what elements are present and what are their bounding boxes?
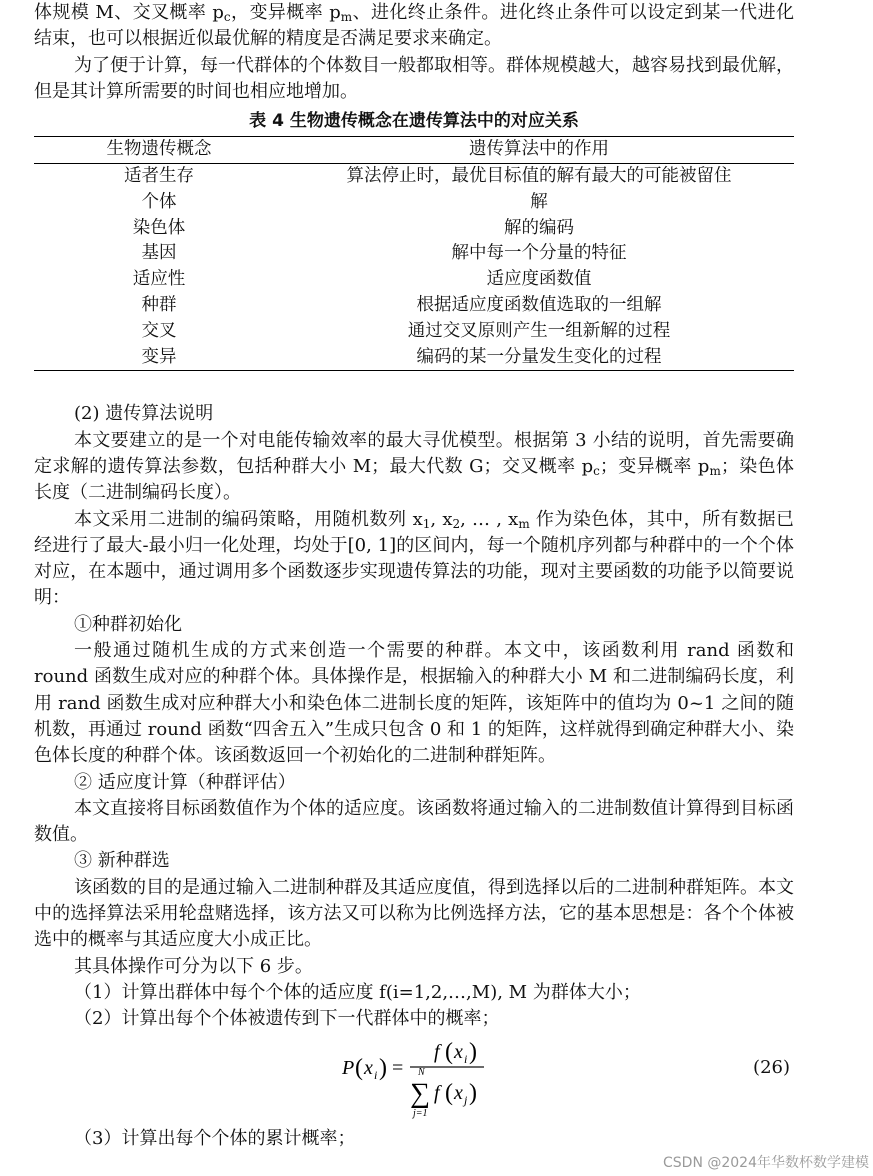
table-cell: 变异 — [141, 346, 177, 367]
paper-page — [34, 0, 794, 1153]
table-row — [34, 163, 794, 189]
table-cell: 编码的某一分量发生变化的过程 — [416, 346, 662, 367]
section-paragraph-2: 本文采用二进制的编码策略，用随机数列 $x_1$, $x_2$, … , $x_m$ 作为染色体，其中，所有数据已经进行了最大-最小归一化处理，均处于[0, 1]的区间内，每一个随机序列都与种群中的一个个体对应，在本题中，通过调用多个函数逐步实现遗传算法的功能，现对主要函数的功能予以简要说明： — [34, 508, 794, 609]
eq-num-x: x — [454, 1041, 463, 1064]
eq-paren: ) — [469, 1080, 477, 1107]
equation-number: (26) — [753, 1057, 790, 1079]
table-cell: 染色体 — [132, 217, 186, 238]
concept-table — [34, 136, 794, 371]
table-cell: 个体 — [141, 191, 177, 212]
selection-paragraph: 该函数的目的是通过输入二进制种群及其适应度值，得到选择以后的二进制种群矩阵。本文中的选择算法采用轮盘赌选择，该方法又可以称为比例选择方法，它的基本思想是：各个个体被选中的概率与其适应度大小成正比。 — [34, 876, 794, 951]
table-cell: 适应度函数值 — [486, 269, 592, 290]
init-heading: ①种群初始化 — [74, 613, 182, 635]
table-cell: 解中每一个分量的特征 — [451, 243, 627, 264]
eq-paren: ) — [379, 1055, 387, 1082]
table-cell: 算法停止时，最优目标值的解有最大的可能被留住 — [346, 165, 732, 186]
header-bio-concept: 生物遗传概念 — [106, 139, 212, 160]
table-row — [34, 319, 794, 345]
eq-paren: ) — [469, 1039, 477, 1066]
table-cell: 种群 — [141, 294, 177, 315]
steps-intro: 其具体操作可分为以下 6 步。 — [74, 955, 313, 977]
section-heading: (2) 遗传算法说明 — [74, 403, 214, 425]
table-cell: 根据适应度函数值选取的一组解 — [416, 294, 662, 315]
sigma-icon: ∑ — [410, 1078, 430, 1110]
eq-lhs-sub-i: i — [374, 1068, 378, 1083]
eq-lhs-x: x — [364, 1057, 373, 1080]
table-row — [34, 241, 794, 267]
eq-paren: ( — [355, 1055, 363, 1082]
table-cell: 基因 — [141, 243, 177, 264]
selection-heading: ③ 新种群选 — [74, 850, 170, 872]
step-3: （3）计算出每个个体的累计概率； — [74, 1128, 356, 1150]
table-cell: 适应性 — [132, 269, 186, 290]
watermark: CSDN @2024年华数杯数学建模 — [663, 1155, 869, 1171]
eq-num-sub-i: i — [464, 1052, 468, 1067]
table-header-row — [34, 137, 794, 164]
table-cell: 交叉 — [141, 320, 177, 341]
eq-num-f: f — [434, 1041, 440, 1064]
eq-paren: ( — [445, 1080, 453, 1107]
table-caption: 表 4 生物遗传概念在遗传算法中的对应关系 — [249, 111, 579, 132]
section-paragraph-1: 本文要建立的是一个对电能传输效率的最大寻优模型。根据第 3 小结的说明，首先需要确定求解的遗传算法参数，包括种群大小 M；最大代数 G；交叉概率 $p_c$；变异概率 $p_m$；染色体长度（二进制编码长度）。 — [34, 429, 795, 504]
eq-sum-lower: j=1 — [413, 1108, 428, 1120]
fitness-heading: ② 适应度计算（种群评估） — [74, 771, 296, 793]
fitness-paragraph: 本文直接将目标函数值作为个体的适应度。该函数将通过输入的二进制数值计算得到目标函数值。 — [34, 797, 794, 846]
intro-paragraph-2: 为了便于计算，每一代群体的个体数目一般都取相等。群体规模越大，越容易找到最优解，但是其计算所需要的时间也相应地增加。 — [34, 54, 794, 102]
eq-den-f: f — [434, 1082, 440, 1105]
eq-equals: = — [392, 1057, 404, 1080]
step-2: （2）计算出每个个体被遗传到下一代群体中的概率； — [74, 1008, 500, 1030]
table-row — [34, 190, 794, 216]
table-cell: 适者生存 — [124, 165, 194, 186]
eq-paren: ( — [445, 1039, 453, 1066]
intro-paragraph-1: 体规模 M、交叉概率 $p_c$，变异概率 $p_m$、进化终止条件。进化终止条件可以设定到某一代进化结束，也可以根据近似最优解的精度是否满足要求来确定。 — [34, 2, 794, 50]
table-row — [34, 267, 794, 293]
table-row — [34, 216, 794, 242]
eq-den-x: x — [454, 1082, 463, 1105]
init-paragraph: 一般通过随机生成的方式来创造一个需要的种群。本文中，该函数利用 rand 函数和 round 函数生成对应的种群个体。具体操作是，根据输入的种群大小 M 和二进制编码长度，利用 rand 函数生成对应种群大小和染色体二进制长度的矩阵，该矩阵中的值均为 0~1 之间的随机数，再通过 round 函数“四舍五入”生成只包含 0 和 1 的矩阵，这样就得到确定种群大小、染色体长度的种群个体。该函数返回一个初始化的二进制种群矩阵。 — [34, 640, 794, 767]
table-row — [34, 293, 794, 319]
table-cell: 解的编码 — [504, 217, 574, 238]
table-cell: 解 — [530, 191, 548, 212]
table-cell: 通过交叉原则产生一组新解的过程 — [407, 320, 671, 341]
equation-26 — [34, 1034, 794, 1126]
step-1: （1）计算出群体中每个个体的适应度 f(i=1,2,…,M), M 为群体大小； — [74, 981, 641, 1003]
table-row — [34, 345, 794, 371]
eq-sum-upper: N — [418, 1067, 425, 1079]
equation-formula — [334, 1034, 534, 1126]
eq-den-sub-j: j — [464, 1093, 468, 1108]
header-ga-role: 遗传算法中的作用 — [469, 139, 609, 160]
eq-lhs-P: P — [342, 1057, 355, 1080]
